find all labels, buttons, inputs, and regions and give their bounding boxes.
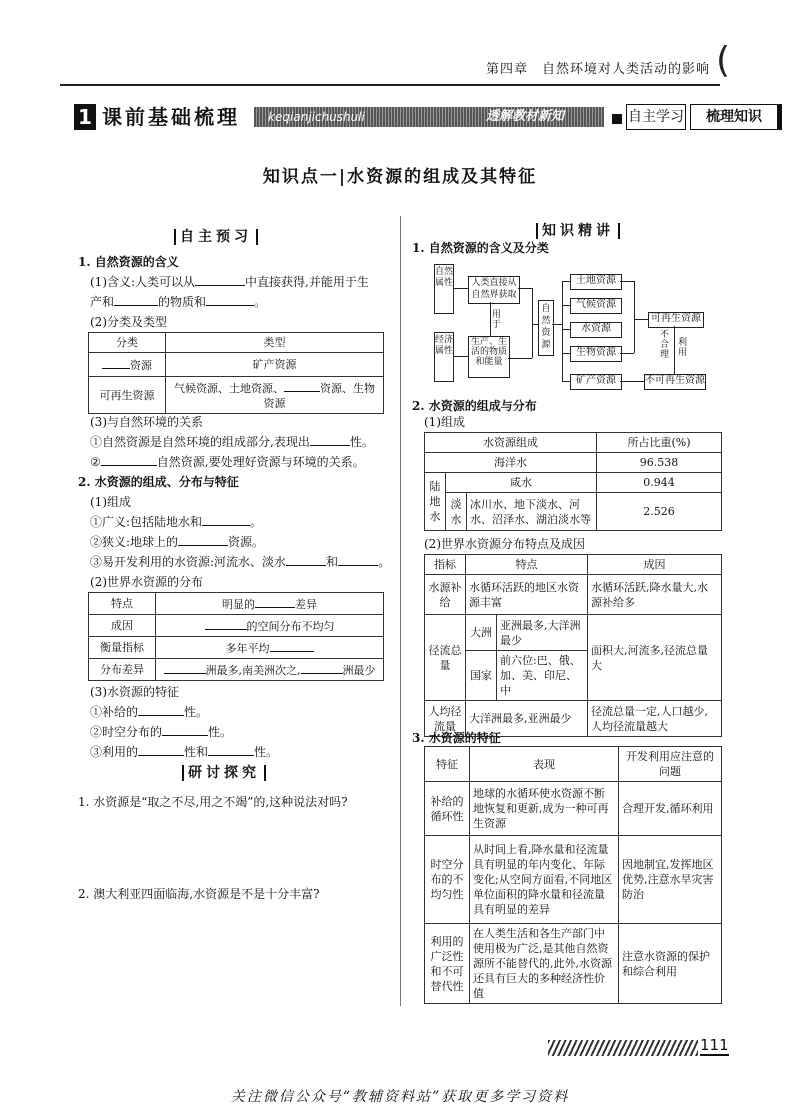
preview-heading: 自主预习 [170,226,262,246]
table-header: 开发利用应注意的问题 [619,747,722,782]
column-divider [400,216,401,1006]
left-s1-line1: (1)含义:人类可以从 中直接获得,并能用于生 [90,275,369,289]
fc-utilize: 利用 [678,338,688,358]
fc-land: 土地资源 [570,274,622,290]
knowledge-point-title: 知识点一|水资源的组成及其特征 [262,167,538,187]
left-s1-line2: 产和 的物质和 。 [90,295,267,309]
table-cell: 径流总量一定,人口越少,人均径流量越大 [588,701,722,737]
table-cell: 气候资源、土地资源、 资源、生物资源 [166,377,384,414]
fc-nonrenewable: 不可再生资源 [644,374,706,390]
table-cell: 冰川水、地下淡水、河水、沼泽水、湖泊淡水等 [467,493,597,531]
banner-square-icon [612,114,622,124]
table-header: 表现 [470,747,619,782]
table-cell: 因地制宜,发挥地区优势,注意水旱灾害防治 [619,836,722,924]
table-cell: 衡量指标 [89,637,156,659]
resource-class-table [88,332,384,414]
left-s1-line4: (3)与自然环境的关系 [90,415,203,429]
table-cell: 径流总量 [425,615,466,701]
table-cell: 国家 [466,651,497,701]
table-header: 水资源组成 [425,433,597,453]
table-cell: 补给的循环性 [425,782,470,836]
table-cell: 水源补给 [425,575,466,615]
table-cell: 陆地水 [425,473,446,531]
table-cell: 前六位:巴、俄、加、美、印尼、中 [497,651,588,701]
table-cell: 成因 [89,615,156,637]
table-cell: 水循环活跃的地区水资源丰富 [466,575,588,615]
table-cell: 2.526 [597,493,722,531]
banner-slogan: 透解教材新知 [486,109,565,124]
table-header: 指标 [425,555,466,575]
table-cell: 海洋水 [425,453,597,473]
table-cell: 亚洲最多,大洋洲最少 [497,615,588,651]
table-header: 分类 [89,333,166,353]
table-cell: 注意水资源的保护和综合利用 [619,924,722,1004]
table-cell: 水循环活跃,降水量大,水源补给多 [588,575,722,615]
banner-pinyin: keqianjichushuli [268,110,365,124]
fc-bio: 生物资源 [570,346,622,362]
banner-box-knowledge: 梳理知识 [690,104,782,130]
explore-heading: 研讨探究 [178,762,270,782]
left-s1-line6: ② 自然资源,要处理好资源与环境的关系。 [90,455,365,469]
table-header: 特点 [466,555,588,575]
header-rule [60,84,720,86]
fc-obtain: 人类直接从自然界获取 [468,276,520,304]
water-composition-table [424,432,722,531]
left-s2-line8: ②时空分布的 性。 [90,725,233,739]
footer-note: 关注微信公众号“教辅资料站”获取更多学习资料 [230,1089,570,1105]
right-s3-title: 3. 水资源的特征 [412,731,501,745]
banner-stripe [254,107,604,127]
page-number: 111 [700,1036,729,1054]
table-cell: 的空间分布不均匀 [156,615,384,637]
table-cell: 地球的水循环使水资源不断地恢复和更新,成为一种可再生资源 [470,782,619,836]
banner-number: 1 [74,104,96,130]
banner-box-self-study: 自主学习 [626,104,686,130]
table-cell: 咸水 [446,473,597,493]
banner-title: 课前基础梳理 [102,105,240,129]
detail-heading: 知识精讲 [532,220,624,240]
fc-mineral: 矿产资源 [570,374,622,390]
table-cell: 资源 [89,353,166,377]
table-cell: 洲最多,南美洲次之, 洲最少 [156,659,384,681]
right-s2-title: 2. 水资源的组成与分布 [412,399,537,413]
left-s2-line3: ②狭义:地球上的 资源。 [90,535,265,549]
fc-water: 水资源 [570,322,622,338]
table-header: 类型 [166,333,384,353]
resource-flowchart [434,260,734,394]
table-cell: 从时间上看,降水量和径流量具有明显的年内变化、年际变化;从空间方面看,不同地区单位面积的降水量和径流量具有明显的差异 [470,836,619,924]
left-s2-line7: ①补给的 性。 [90,705,209,719]
table-header: 成因 [588,555,722,575]
left-s2-line4: ③易开发利用的水资源:河流水、淡水 和 。 [90,555,391,569]
header-paren: ( [716,40,731,81]
table-cell: 分布差异 [89,659,156,681]
footer-stripes [548,1040,698,1056]
left-s1-line3: (2)分类及类型 [90,315,167,329]
section-banner [74,104,762,130]
left-s2-line6: (3)水资源的特征 [90,685,179,699]
question-1: 1. 水资源是“取之不尽,用之不竭”的,这种说法对吗? [78,795,348,809]
fc-use-label: 用于 [492,310,502,330]
fc-econ-attr: 经济属性 [434,332,454,382]
water-distribution-table [88,592,384,681]
table-cell: 0.944 [597,473,722,493]
right-s2-line1: (1)组成 [424,415,465,429]
left-s2-line1: (1)组成 [90,495,131,509]
table-cell: 大洲 [466,615,497,651]
fc-renewable: 可再生资源 [648,312,704,328]
table-cell: 人均径流量 [425,701,466,737]
left-s1-line5: ①自然资源是自然环境的组成部分,表现出 性。 [90,435,374,449]
left-s2-line2: ①广义:包括陆地水和 。 [90,515,263,529]
fc-unreasonable: 不合理 [660,330,670,360]
table-cell: 多年平均 [156,637,384,659]
table-cell: 在人类生活和各生产部门中使用极为广泛,是其他自然资源所不能替代的,此外,水资源还具有巨大的多种经济性价值 [470,924,619,1004]
table-header: 特征 [425,747,470,782]
fc-natural-attr: 自然属性 [434,264,454,314]
left-s2-title: 2. 水资源的组成、分布与特征 [78,475,239,489]
table-cell: 时空分布的不均匀性 [425,836,470,924]
table-cell: 96.538 [597,453,722,473]
table-cell: 合理开发,循环利用 [619,782,722,836]
table-cell: 淡水 [446,493,467,531]
right-s1-title: 1. 自然资源的含义及分类 [412,241,549,255]
chapter-header: 第四章 自然环境对人类活动的影响 [486,62,711,77]
table-cell: 面积大,河流多,径流总量大 [588,615,722,701]
table-cell: 可再生资源 [89,377,166,414]
left-s2-line9: ③利用的 性和 性。 [90,745,279,759]
fc-climate: 气候资源 [570,298,622,314]
left-s1-title: 1. 自然资源的含义 [78,255,179,269]
fc-natural-resource: 自然资源 [538,300,554,356]
table-cell: 明显的 差异 [156,593,384,615]
table-cell: 利用的广泛性和不可替代性 [425,924,470,1004]
right-s2-line2: (2)世界水资源分布特点及成因 [424,537,585,551]
table-cell: 大洋洲最多,亚洲最少 [466,701,588,737]
fc-production: 生产、生活的物质和能量 [468,336,510,378]
water-features-table [424,746,722,1004]
left-s2-line5: (2)世界水资源的分布 [90,575,203,589]
question-2: 2. 澳大利亚四面临海,水资源是不是十分丰富? [78,887,320,901]
table-cell: 矿产资源 [166,353,384,377]
water-distribution-detail-table [424,554,722,737]
table-cell: 特点 [89,593,156,615]
table-header: 所占比重(%) [597,433,722,453]
